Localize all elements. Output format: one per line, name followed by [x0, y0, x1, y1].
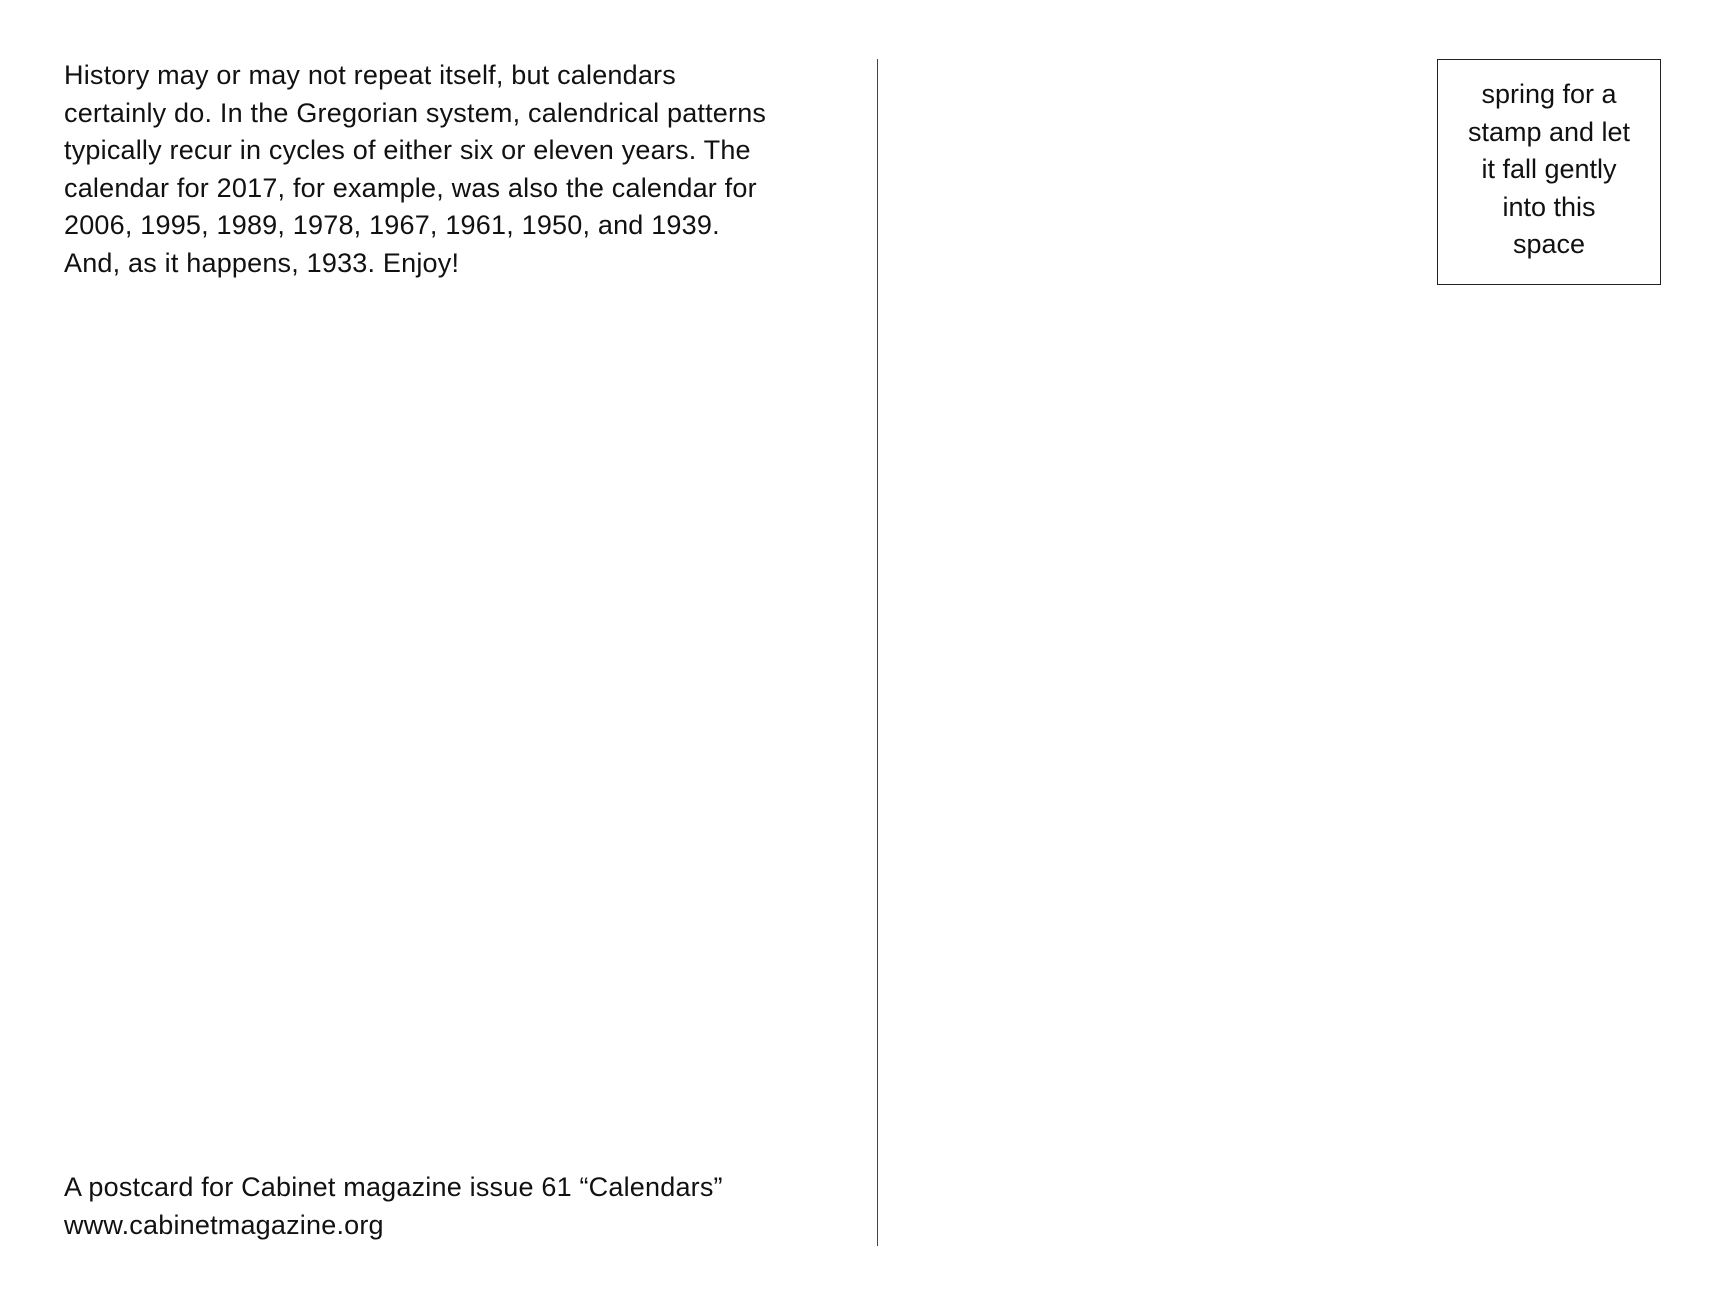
stamp-line: stamp and let — [1467, 116, 1631, 147]
stamp-line: it fall gently — [1481, 154, 1617, 185]
message-line: History may or may not repeat itself, but calendars — [64, 60, 676, 90]
message-line: typically recur in cycles of either six or eleven years. The — [64, 135, 751, 166]
stamp-line: into this — [1502, 191, 1596, 222]
message-line: calendar for 2017, for example, was also the calendar for — [64, 172, 757, 203]
footer-url: www.cabinetmagazine.org — [64, 1209, 384, 1240]
message-line: certainly do. In the Gregorian system, calendrical patterns — [64, 97, 767, 128]
stamp-instructions — [1438, 76, 1660, 264]
stamp-line: space — [1512, 229, 1586, 260]
stamp-line: spring for a — [1481, 79, 1617, 109]
center-divider — [877, 59, 878, 1246]
footer-caption: A postcard for Cabinet magazine issue 61 “Calendars” — [64, 1172, 723, 1202]
postcard-message — [64, 57, 844, 283]
postcard-footer — [64, 1169, 723, 1244]
message-line: 2006, 1995, 1989, 1978, 1967, 1961, 1950, and 1939. — [64, 210, 720, 241]
message-line: And, as it happens, 1933. Enjoy! — [64, 247, 460, 278]
stamp-box — [1437, 59, 1661, 285]
